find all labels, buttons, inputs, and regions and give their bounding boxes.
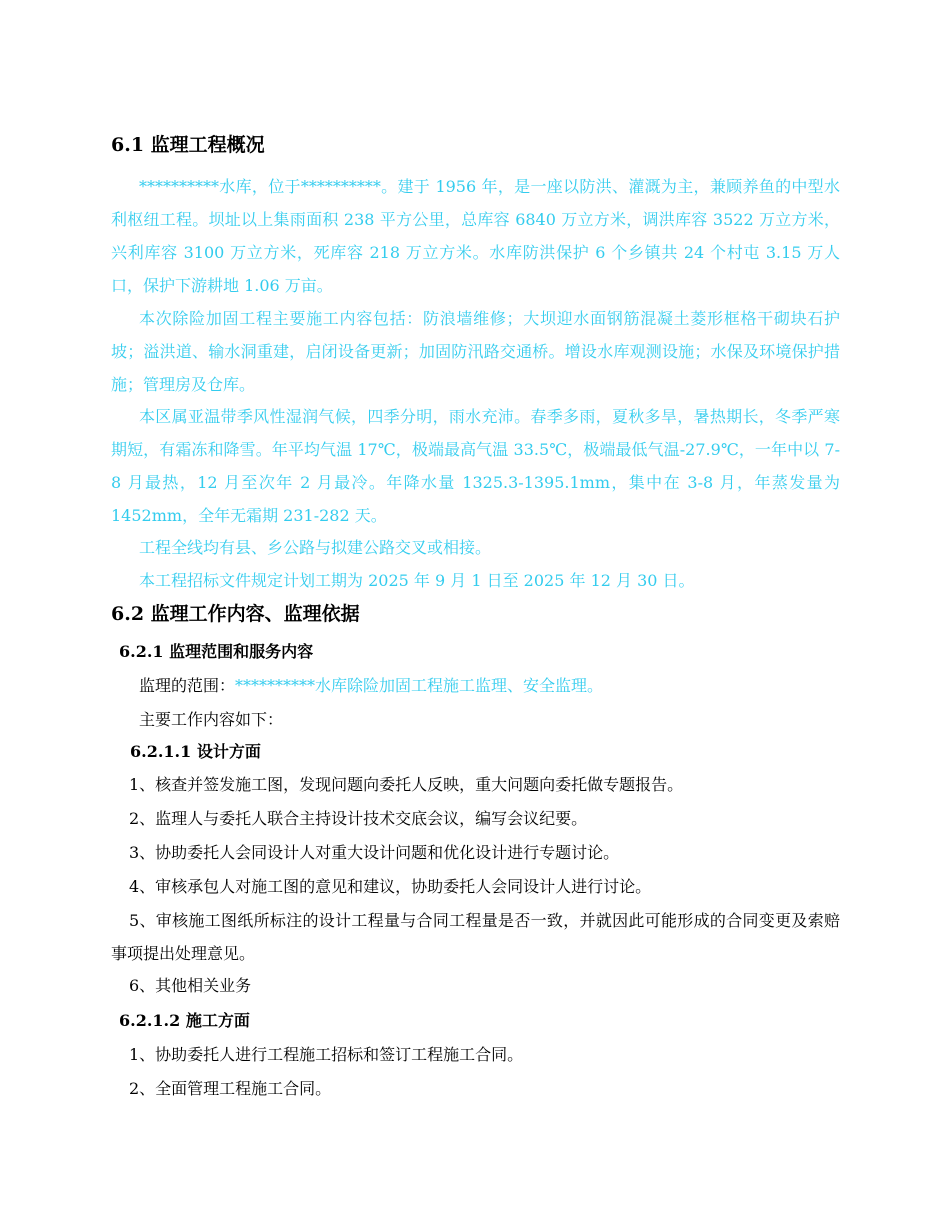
subsection-heading-6-2-1: 6.2.1 监理范围和服务内容 — [119, 642, 314, 661]
overview-paragraph-3: 本区属亚温带季风性湿润气候，四季分明，雨水充沛。春季多雨，夏秋多旱，暑热期长，冬季严寒期短，有霜冻和降雪。年平均气温 17℃，极端最高气温 33.5℃，极端最低气温-27.9℃，一年中以 7-8 月最热，12 月至次年 2 月最冷。年降水量 1325.3-1395.1mm，集中在 3-8 月，年蒸发量为 1452mm，全年无霜期 231-282 天。 — [111, 407, 840, 525]
scope-label: 监理的范围： — [139, 676, 236, 695]
overview-paragraph-1: **********水库，位于**********。建于 1956 年，是一座以防洪、灌溉为主，兼顾养鱼的中型水利枢纽工程。坝址以上集雨面积 238 平方公里，总库容 6840 万立方米，调洪库容 3522 万立方米，兴利库容 3100 万立方米，死库容 218 万立方米。水库防洪保护 6 个乡镇共 24 个村屯 3.15 万人口，保护下游耕地 1.06 万亩。 — [111, 177, 840, 295]
scope-value: **********水库除险加固工程施工监理、安全监理。 — [235, 676, 604, 695]
design-heading: 6.2.1.1 设计方面 — [130, 742, 261, 761]
overview-paragraph-5: 本工程招标文件规定计划工期为 2025 年 9 月 1 日至 2025 年 12 月 30 日。 — [139, 571, 695, 590]
design-item-6: 6、其他相关业务 — [129, 976, 252, 995]
section-heading-6-1: 6.1 监理工程概况 — [111, 134, 265, 156]
design-item-3: 3、协助委托人会同设计人对重大设计问题和优化设计进行专题讨论。 — [129, 843, 620, 862]
overview-paragraph-2: 本次除险加固工程主要施工内容包括：防浪墙维修；大坝迎水面钢筋混凝土菱形框格干砌块石护坡；溢洪道、输水洞重建，启闭设备更新；加固防汛路交通桥。增设水库观测设施；水保及环境保护措施；管理房及仓库。 — [111, 309, 840, 394]
construction-heading: 6.2.1.2 施工方面 — [119, 1011, 250, 1030]
main-content-line: 主要工作内容如下： — [139, 710, 284, 729]
design-item-4: 4、审核承包人对施工图的意见和建议，协助委托人会同设计人进行讨论。 — [129, 877, 652, 896]
section-heading-6-2: 6.2 监理工作内容、监理依据 — [111, 603, 360, 625]
overview-paragraph-4: 工程全线均有县、乡公路与拟建公路交叉或相接。 — [139, 538, 492, 557]
construction-item-1: 1、协助委托人进行工程施工招标和签订工程施工合同。 — [129, 1045, 524, 1064]
construction-item-2: 2、全面管理工程施工合同。 — [129, 1079, 332, 1098]
design-item-2: 2、监理人与委托人联合主持设计技术交底会议，编写会议纪要。 — [129, 809, 588, 828]
design-item-1: 1、核查并签发施工图，发现问题向委托人反映，重大问题向委托做专题报告。 — [129, 775, 684, 794]
scope-line — [111, 669, 840, 702]
design-item-5: 5、审核施工图纸所标注的设计工程量与合同工程量是否一致，并就因此可能形成的合同变更及索赔事项提出处理意见。 — [111, 911, 840, 963]
